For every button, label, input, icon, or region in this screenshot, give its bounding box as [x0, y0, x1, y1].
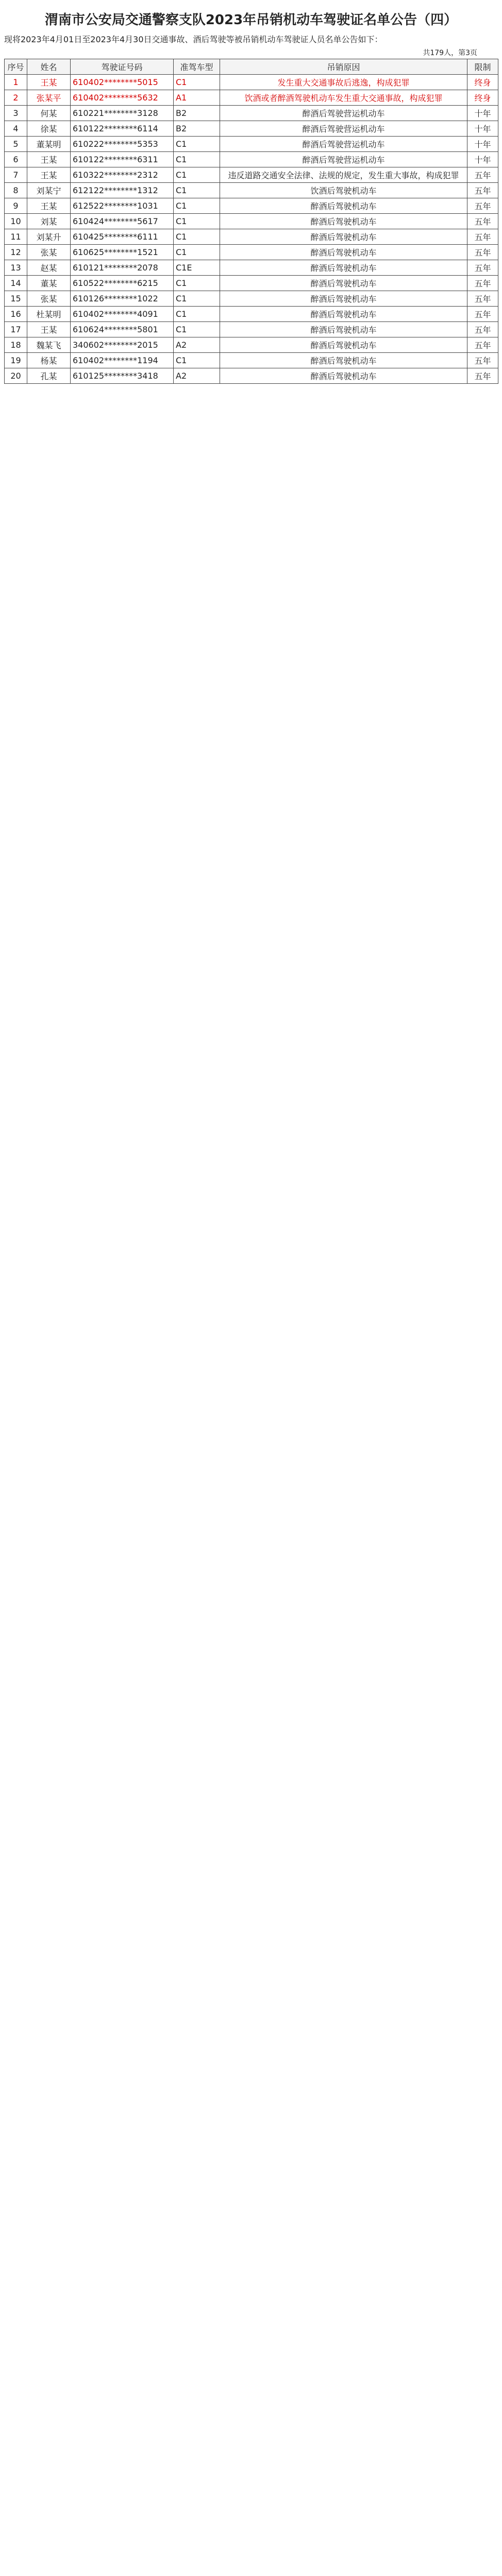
column-header: 吊销原因 — [220, 59, 467, 75]
cell-name: 刘某升 — [27, 229, 71, 245]
table-row — [5, 276, 498, 291]
table-header-row — [5, 59, 498, 75]
cell-limit: 五年 — [467, 260, 498, 276]
cell-name: 王某 — [27, 167, 71, 183]
cell-reason: 醉酒后驾驶机动车 — [220, 353, 467, 368]
cell-reason: 饮酒后驾驶机动车 — [220, 183, 467, 198]
cell-name: 徐某 — [27, 121, 71, 137]
cell-num: 13 — [5, 260, 27, 276]
cell-name: 赵某 — [27, 260, 71, 276]
cell-num: 3 — [5, 106, 27, 121]
cell-num: 7 — [5, 167, 27, 183]
cell-name: 何某 — [27, 106, 71, 121]
cell-limit: 五年 — [467, 245, 498, 260]
cell-id: 610624********5801 — [71, 322, 174, 337]
cell-cls: A2 — [174, 337, 220, 353]
cell-reason: 醉酒后驾驶营运机动车 — [220, 152, 467, 167]
cell-id: 610121********2078 — [71, 260, 174, 276]
cell-limit: 五年 — [467, 291, 498, 307]
intro-text: 现将2023年4月01日至2023年4月30日交通事故、酒后驾驶等被吊销机动车驾驶证人员名单公告如下： — [4, 35, 383, 44]
table-body — [5, 75, 498, 384]
cell-cls: C1 — [174, 183, 220, 198]
cell-num: 11 — [5, 229, 27, 245]
cell-name: 王某 — [27, 75, 71, 90]
cell-name: 董某明 — [27, 137, 71, 152]
cell-cls: C1 — [174, 167, 220, 183]
cell-num: 9 — [5, 198, 27, 214]
cell-reason: 醉酒后驾驶机动车 — [220, 291, 467, 307]
cell-num: 8 — [5, 183, 27, 198]
cell-num: 15 — [5, 291, 27, 307]
cell-reason: 违反道路交通安全法律、法规的规定，发生重大事故，构成犯罪 — [220, 167, 467, 183]
cell-reason: 醉酒后驾驶营运机动车 — [220, 121, 467, 137]
table-row — [5, 106, 498, 121]
cell-reason: 发生重大交通事故后逃逸，构成犯罪 — [220, 75, 467, 90]
cell-reason: 醉酒后驾驶营运机动车 — [220, 137, 467, 152]
cell-reason: 醉酒后驾驶机动车 — [220, 337, 467, 353]
table-row — [5, 90, 498, 106]
cell-id: 610402********5015 — [71, 75, 174, 90]
cell-cls: C1 — [174, 152, 220, 167]
cell-reason: 醉酒后驾驶机动车 — [220, 198, 467, 214]
cell-reason: 醉酒后驾驶机动车 — [220, 229, 467, 245]
cell-reason: 醉酒后驾驶机动车 — [220, 214, 467, 229]
cell-name: 刘某宁 — [27, 183, 71, 198]
cell-name: 王某 — [27, 198, 71, 214]
cell-cls: C1 — [174, 353, 220, 368]
column-header: 序号 — [5, 59, 27, 75]
cell-num: 5 — [5, 137, 27, 152]
cell-limit: 十年 — [467, 137, 498, 152]
cell-limit: 十年 — [467, 106, 498, 121]
cell-id: 340602********2015 — [71, 337, 174, 353]
column-header: 驾驶证号码 — [71, 59, 174, 75]
cell-cls: C1E — [174, 260, 220, 276]
cell-reason: 醉酒后驾驶机动车 — [220, 322, 467, 337]
cell-cls: C1 — [174, 198, 220, 214]
cell-id: 612522********1031 — [71, 198, 174, 214]
table-row — [5, 260, 498, 276]
cell-limit: 终身 — [467, 75, 498, 90]
cell-cls: C1 — [174, 214, 220, 229]
cell-id: 610425********6111 — [71, 229, 174, 245]
cell-limit: 五年 — [467, 214, 498, 229]
cell-num: 6 — [5, 152, 27, 167]
cell-id: 610625********1521 — [71, 245, 174, 260]
cell-cls: C1 — [174, 322, 220, 337]
cell-num: 12 — [5, 245, 27, 260]
cell-name: 张某 — [27, 291, 71, 307]
cell-name: 杨某 — [27, 353, 71, 368]
table-row — [5, 152, 498, 167]
cell-limit: 五年 — [467, 353, 498, 368]
cell-cls: B2 — [174, 106, 220, 121]
table-row — [5, 368, 498, 384]
cell-name: 孔某 — [27, 368, 71, 384]
column-header: 姓名 — [27, 59, 71, 75]
table-row — [5, 353, 498, 368]
cell-id: 610424********5617 — [71, 214, 174, 229]
cell-limit: 十年 — [467, 152, 498, 167]
cell-id: 610522********6215 — [71, 276, 174, 291]
cell-name: 刘某 — [27, 214, 71, 229]
cell-cls: C1 — [174, 245, 220, 260]
cell-limit: 五年 — [467, 307, 498, 322]
cell-limit: 五年 — [467, 229, 498, 245]
cell-limit: 五年 — [467, 276, 498, 291]
cell-id: 610402********1194 — [71, 353, 174, 368]
page-title: 渭南市公安局交通警察支队2023年吊销机动车驾驶证名单公告（四） — [44, 12, 458, 28]
cell-cls: A2 — [174, 368, 220, 384]
cell-cls: C1 — [174, 307, 220, 322]
table-row — [5, 307, 498, 322]
cell-reason: 醉酒后驾驶机动车 — [220, 368, 467, 384]
cell-name: 张某 — [27, 245, 71, 260]
cell-num: 14 — [5, 276, 27, 291]
column-header: 准驾车型 — [174, 59, 220, 75]
cell-id: 610125********3418 — [71, 368, 174, 384]
cell-cls: C1 — [174, 229, 220, 245]
cell-name: 董某 — [27, 276, 71, 291]
cell-num: 4 — [5, 121, 27, 137]
cell-limit: 五年 — [467, 337, 498, 353]
table-row — [5, 167, 498, 183]
table-row — [5, 229, 498, 245]
table-row — [5, 214, 498, 229]
cell-name: 杜某明 — [27, 307, 71, 322]
cell-id: 610122********6114 — [71, 121, 174, 137]
cell-id: 610222********5353 — [71, 137, 174, 152]
cell-id: 610126********1022 — [71, 291, 174, 307]
table-row — [5, 137, 498, 152]
cell-id: 610402********5632 — [71, 90, 174, 106]
cell-reason: 醉酒后驾驶机动车 — [220, 245, 467, 260]
table-row — [5, 75, 498, 90]
cell-id: 612122********1312 — [71, 183, 174, 198]
cell-id: 610402********4091 — [71, 307, 174, 322]
column-header: 限制 — [467, 59, 498, 75]
cell-num: 16 — [5, 307, 27, 322]
cell-cls: C1 — [174, 276, 220, 291]
table-row — [5, 121, 498, 137]
cell-cls: C1 — [174, 75, 220, 90]
table-row — [5, 198, 498, 214]
cell-cls: B2 — [174, 121, 220, 137]
page-note: 共179人，第3页 — [423, 49, 477, 57]
cell-limit: 十年 — [467, 121, 498, 137]
cell-name: 张某平 — [27, 90, 71, 106]
cell-id: 610122********6311 — [71, 152, 174, 167]
cell-num: 18 — [5, 337, 27, 353]
cell-reason: 醉酒后驾驶机动车 — [220, 260, 467, 276]
cell-id: 610322********2312 — [71, 167, 174, 183]
cell-num: 1 — [5, 75, 27, 90]
cell-num: 10 — [5, 214, 27, 229]
table-row — [5, 337, 498, 353]
cell-limit: 五年 — [467, 322, 498, 337]
cell-reason: 醉酒后驾驶机动车 — [220, 276, 467, 291]
table-row — [5, 183, 498, 198]
cell-reason: 饮酒或者醉酒驾驶机动车发生重大交通事故，构成犯罪 — [220, 90, 467, 106]
cell-cls: C1 — [174, 291, 220, 307]
cell-limit: 五年 — [467, 198, 498, 214]
cell-name: 王某 — [27, 152, 71, 167]
cell-num: 20 — [5, 368, 27, 384]
cell-num: 17 — [5, 322, 27, 337]
cell-limit: 五年 — [467, 167, 498, 183]
table-row — [5, 322, 498, 337]
cell-reason: 醉酒后驾驶营运机动车 — [220, 106, 467, 121]
cell-limit: 五年 — [467, 183, 498, 198]
cell-cls: A1 — [174, 90, 220, 106]
cell-cls: C1 — [174, 137, 220, 152]
cell-limit: 终身 — [467, 90, 498, 106]
cell-reason: 醉酒后驾驶机动车 — [220, 307, 467, 322]
revocation-table — [4, 59, 498, 384]
cell-limit: 五年 — [467, 368, 498, 384]
cell-name: 魏某飞 — [27, 337, 71, 353]
table-row — [5, 291, 498, 307]
cell-id: 610221********3128 — [71, 106, 174, 121]
table-row — [5, 245, 498, 260]
cell-num: 19 — [5, 353, 27, 368]
cell-num: 2 — [5, 90, 27, 106]
cell-name: 王某 — [27, 322, 71, 337]
